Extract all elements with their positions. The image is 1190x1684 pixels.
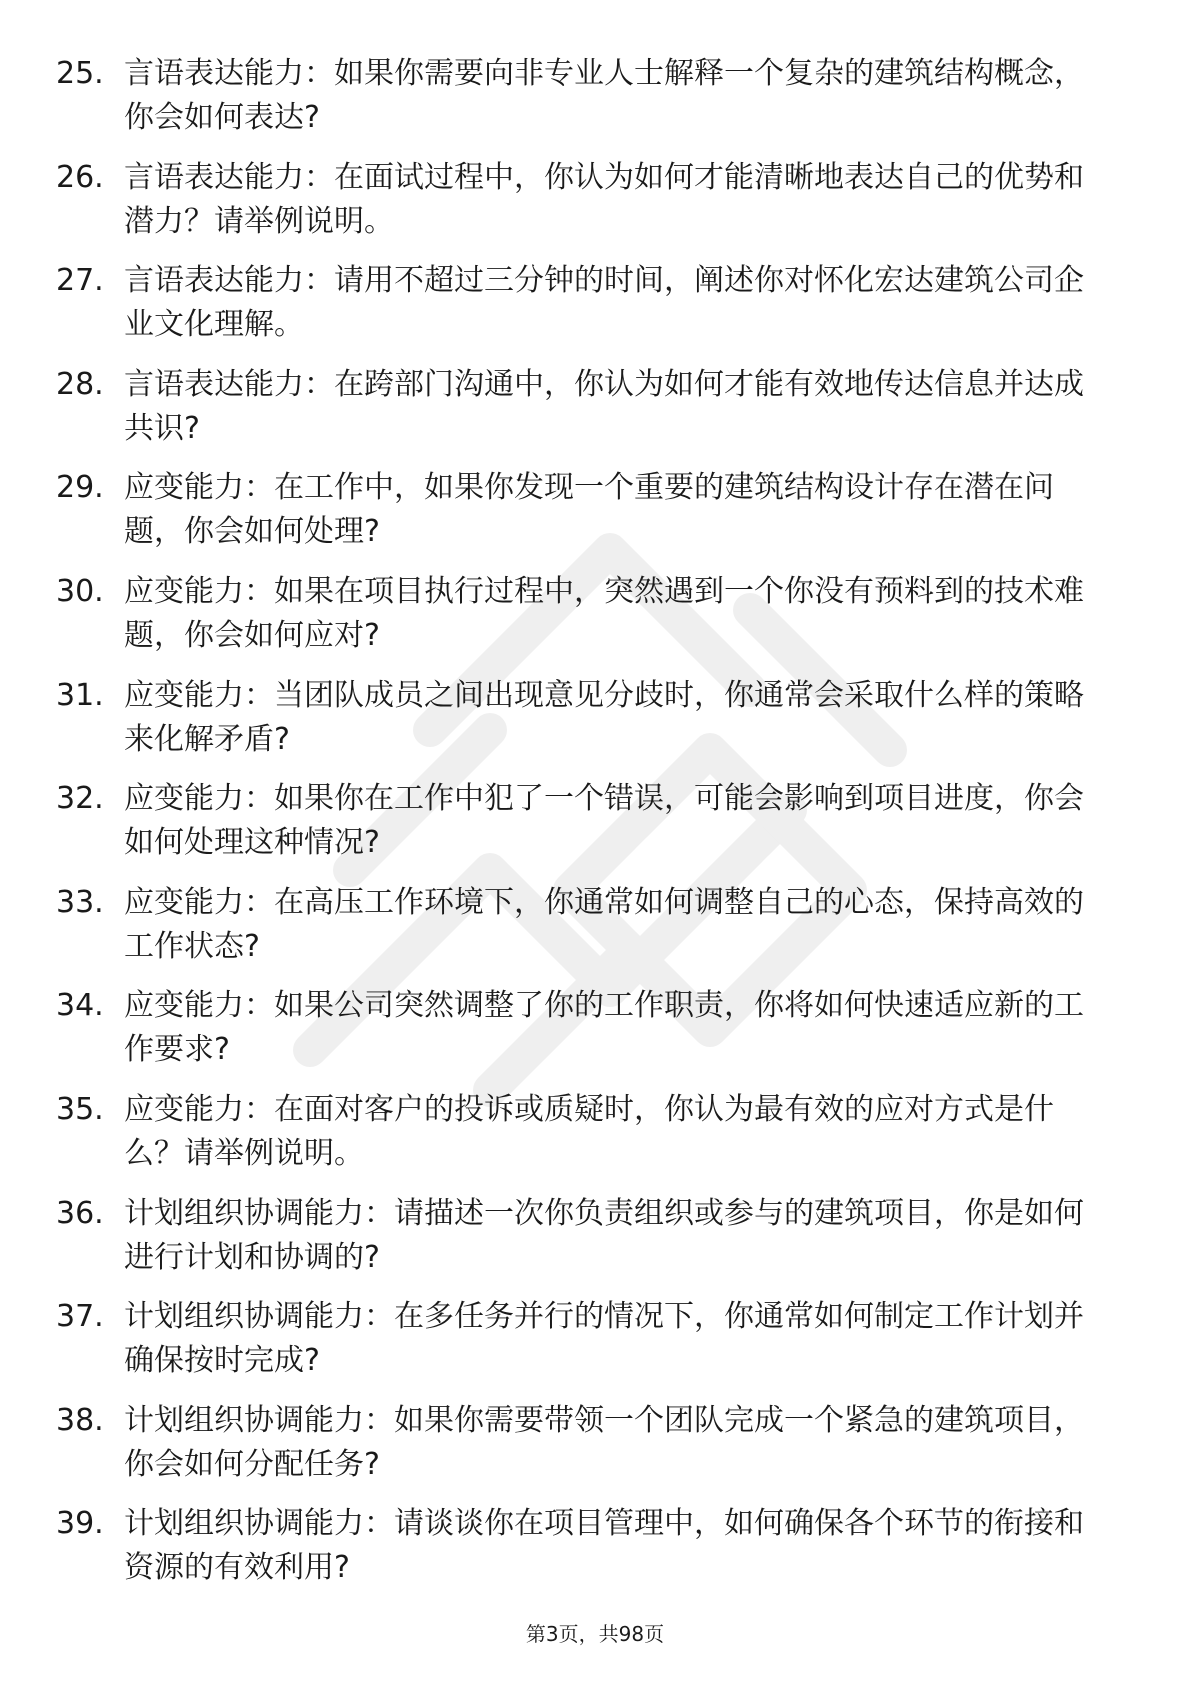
- question-item: [0, 1295, 1190, 1399]
- question-text: 应变能力：如果公司突然调整了你的工作职责，你将如何快速适应新的工作要求?: [124, 988, 1084, 1068]
- question-number: 38.: [56, 1402, 104, 1438]
- question-number: 32.: [56, 781, 104, 817]
- question-number: 33.: [56, 884, 104, 920]
- question-text: 计划组织协调能力：请描述一次你负责组织或参与的建筑项目，你是如何进行计划和协调的?: [124, 1195, 1084, 1275]
- question-item: [0, 1088, 1190, 1192]
- question-number: 28.: [56, 366, 104, 402]
- question-text: 言语表达能力：如果你需要向非专业人士解释一个复杂的建筑结构概念，你会如何表达?: [124, 56, 1084, 135]
- question-item: [0, 52, 1190, 156]
- question-text: 计划组织协调能力：在多任务并行的情况下，你通常如何制定工作计划并确保按时完成?: [124, 1299, 1084, 1379]
- question-item: [0, 777, 1190, 881]
- question-item: [0, 1192, 1190, 1296]
- question-item: [0, 984, 1190, 1088]
- question-item: [0, 259, 1190, 363]
- question-text: 应变能力：如果在项目执行过程中，突然遇到一个你没有预料到的技术难题，你会如何应对?: [124, 573, 1084, 653]
- question-item: [0, 1502, 1190, 1606]
- page-footer: 第3页，共98页: [525, 1622, 665, 1646]
- question-text: 应变能力：在高压工作环境下，你通常如何调整自己的心态，保持高效的工作状态?: [124, 884, 1084, 964]
- question-number: 26.: [56, 159, 104, 195]
- question-text: 应变能力：在面对客户的投诉或质疑时，你认为最有效的应对方式是什么？请举例说明。: [124, 1091, 1054, 1171]
- question-number: 37.: [56, 1299, 104, 1335]
- question-text: 应变能力：如果你在工作中犯了一个错误，可能会影响到项目进度，你会如何处理这种情况?: [124, 781, 1084, 861]
- question-text: 言语表达能力：在跨部门沟通中，你认为如何才能有效地传达信息并达成共识?: [124, 366, 1084, 446]
- question-number: 39.: [56, 1506, 104, 1542]
- question-item: [0, 466, 1190, 570]
- question-text: 计划组织协调能力：如果你需要带领一个团队完成一个紧急的建筑项目，你会如何分配任务?: [124, 1402, 1084, 1482]
- question-text: 言语表达能力：请用不超过三分钟的时间，阐述你对怀化宏达建筑公司企业文化理解。: [124, 263, 1084, 343]
- question-text: 应变能力：在工作中，如果你发现一个重要的建筑结构设计存在潜在问题，你会如何处理?: [124, 470, 1054, 550]
- question-text: 计划组织协调能力：请谈谈你在项目管理中，如何确保各个环节的衔接和资源的有效利用?: [124, 1506, 1084, 1586]
- question-list: [0, 52, 1190, 1606]
- question-number: 25.: [56, 56, 104, 91]
- question-item: [0, 881, 1190, 985]
- question-number: 30.: [56, 573, 104, 609]
- question-number: 27.: [56, 263, 104, 299]
- question-item: [0, 156, 1190, 260]
- question-number: 31.: [56, 677, 104, 713]
- question-item: [0, 570, 1190, 674]
- question-text: 应变能力：当团队成员之间出现意见分歧时，你通常会采取什么样的策略来化解矛盾?: [124, 677, 1084, 757]
- question-text: 言语表达能力：在面试过程中，你认为如何才能清晰地表达自己的优势和潜力？请举例说明。: [124, 159, 1084, 239]
- question-number: 35.: [56, 1091, 104, 1127]
- question-item: [0, 1399, 1190, 1503]
- question-item: [0, 674, 1190, 778]
- question-number: 34.: [56, 988, 104, 1024]
- question-item: [0, 363, 1190, 467]
- question-number: 36.: [56, 1195, 104, 1231]
- question-number: 29.: [56, 470, 104, 506]
